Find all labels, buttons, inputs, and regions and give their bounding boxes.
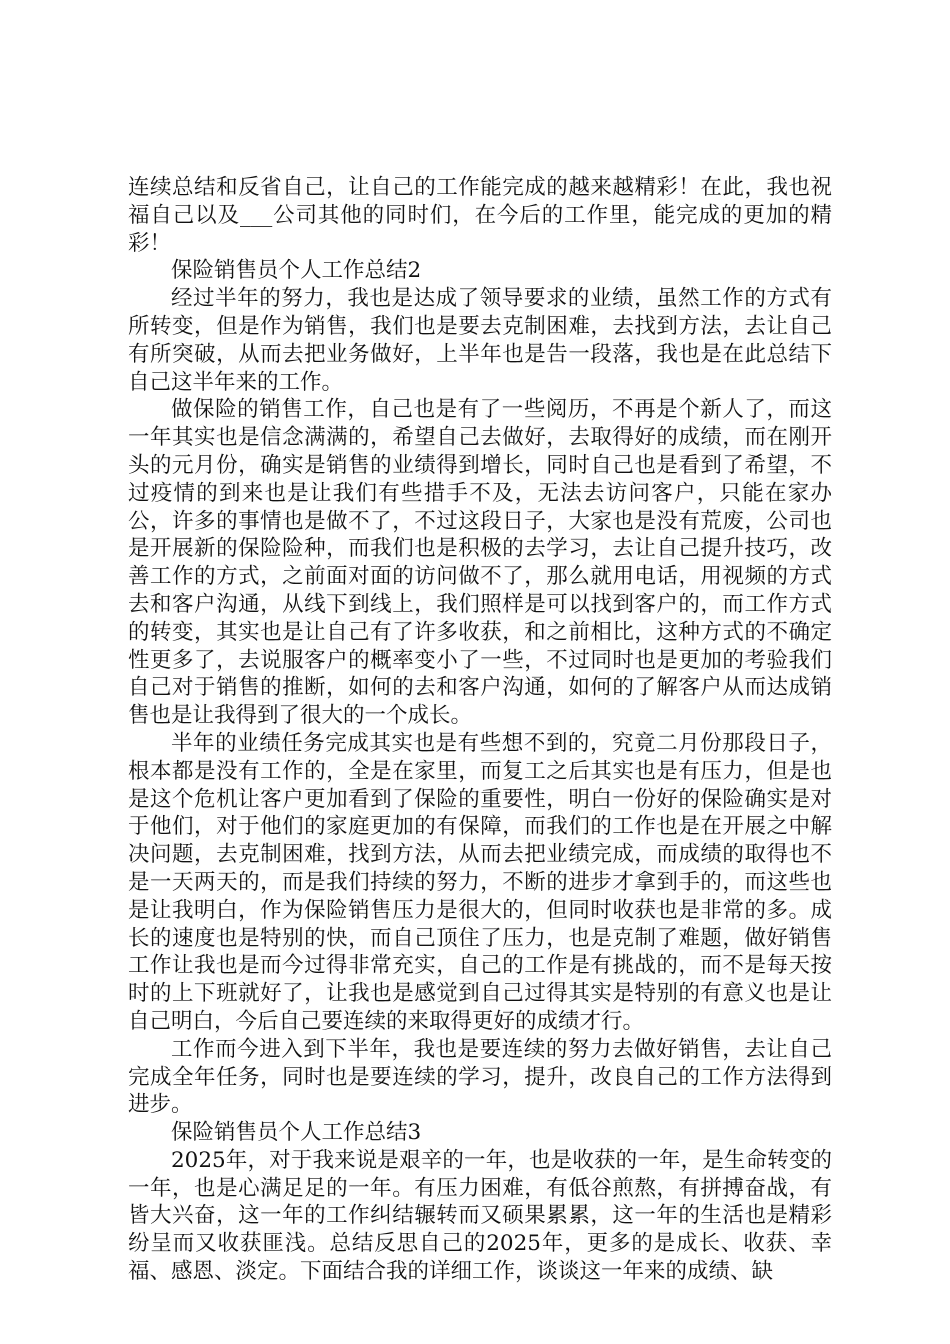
paragraph-2-4: 工作而今进入到下半年，我也是要连续的努力去做好销售，去让自己完成全年任务，同时也是要连续的学习，提升，改良自己的工作方法得到进步。: [128, 1036, 832, 1118]
section-heading-2: 保险销售员个人工作总结2: [171, 258, 422, 284]
paragraph-2-1: 经过半年的努力，我也是达成了领导要求的业绩，虽然工作的方式有所转变，但是作为销售，我们也是要去克制困难，去找到方法，去让自己有所突破，从而去把业务做好，上半年也是告一段落，我也是在此总结下自己这半年来的工作。: [128, 286, 832, 395]
paragraph-2-2: 做保险的销售工作，自己也是有了一些阅历，不再是个新人了，而这一年其实也是信念满满的，希望自己去做好，去取得好的成绩，而在刚开头的元月份，确实是销售的业绩得到增长，同时自己也是看到了希望，不过疫情的到来也是让我们有些措手不及，无法去访问客户，只能在家办公，许多的事情也是做不了，不过这段日子，大家也是没有荒废，公司也是开展新的保险险种，而我们也是积极的去学习，去让自己提升技巧，改善工作的方式，之前面对面的访问做不了，那么就用电话，用视频的方式去和客户沟通，从线下到线上，我们照样是可以找到客户的，而工作方式的转变，其实也是让自己有了许多收获，和之前相比，这种方式的不确定性更多了，去说服客户的概率变小了一些，不过同时也是更加的考验我们自己对于销售的推断，如何的去和客户沟通，如何的了解客户从而达成销售也是让我得到了很大的一个成长。: [128, 397, 832, 729]
paragraph-intro: 连续总结和反省自己，让自己的工作能完成的越来越精彩！在此，我也祝福自己以及___公司其他的同时们，在今后的工作里，能完成的更加的精彩！: [128, 175, 832, 256]
section-heading-3: 保险销售员个人工作总结3: [171, 1120, 422, 1146]
paragraph-2-3: 半年的业绩任务完成其实也是有些想不到的，究竟二月份那段日子，根本都是没有工作的，全是在家里，而复工之后其实也是有压力，但是也是这个危机让客户更加看到了保险的重要性，明白一份好的保险确实是对于他们，对于他们的家庭更加的有保障，而我们的工作也是在开展之中解决问题，去克制困难，找到方法，从而去把业绩完成，而成绩的取得也不是一天两天的，而是我们持续的努力，不断的进步才拿到手的，而这些也是让我明白，作为保险销售压力是很大的，但同时收获也是非常的多。成长的速度也是特别的快，而自己顶住了压力，也是克制了难题，做好销售工作让我也是而今过得非常充实，自己的工作是有挑战的，而不是每天按时的上下班就好了，让我也是感觉到自己过得其实是特别的有意义也是让自己明白，今后自己要连续的来取得更好的成绩才行。: [128, 730, 832, 1034]
paragraph-3-1: 2025年，对于我来说是艰辛的一年，也是收获的一年，是生命转变的一年，也是心满足足的一年。有压力困难，有低谷煎熬，有拼搏奋战，有皆大兴奋，这一年的工作纠结辗转而又硕果累累，这一年的生活也是精彩纷呈而又收获匪浅。总结反思自己的2025年，更多的是成长、收获、幸福、感恩、淡定。下面结合我的详细工作，谈谈这一年来的成绩、缺: [128, 1147, 832, 1285]
document-page: [128, 174, 832, 1286]
